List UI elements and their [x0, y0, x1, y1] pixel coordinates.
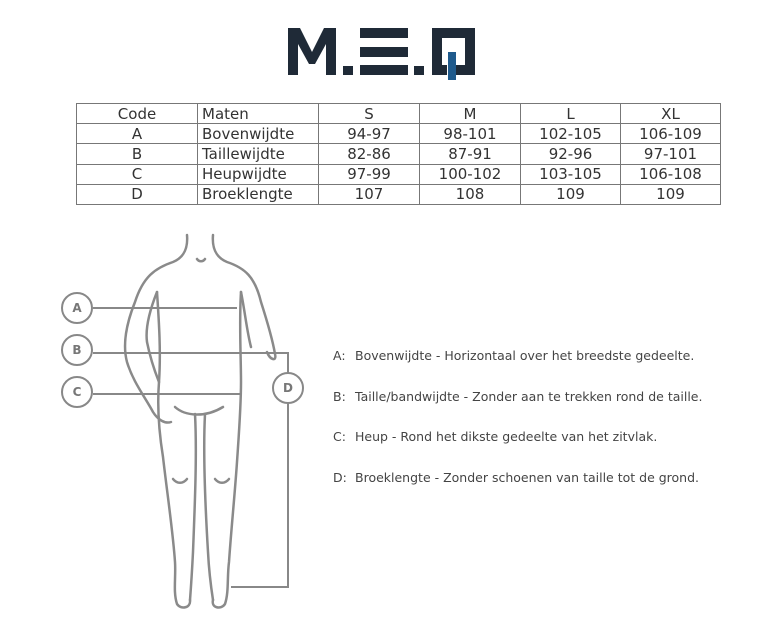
measure-cell: Taillewijdte [198, 144, 319, 164]
legend-letter: C: [333, 429, 346, 444]
code-cell: C [77, 164, 198, 184]
size-table [76, 103, 721, 205]
value-cell: 97-101 [621, 144, 721, 164]
marker-d-label: D [283, 381, 293, 395]
marker-d [273, 373, 303, 403]
value-cell: 102-105 [521, 124, 621, 144]
legend-letter: B: [333, 388, 346, 404]
legend-letter: A: [333, 348, 346, 363]
header-l: L [521, 104, 621, 124]
header-maten: Maten [198, 104, 319, 124]
code-cell: A [77, 124, 198, 144]
value-cell: 107 [319, 184, 420, 204]
code-cell: D [77, 184, 198, 204]
header-xl: XL [621, 104, 721, 124]
value-cell: 82-86 [319, 144, 420, 164]
value-cell: 100-102 [420, 164, 521, 184]
marker-b [62, 335, 92, 365]
marker-a-label: A [72, 301, 82, 315]
measure-cell: Broeklengte [198, 184, 319, 204]
value-cell: 97-99 [319, 164, 420, 184]
measurement-legend [333, 343, 753, 505]
value-cell: 103-105 [521, 164, 621, 184]
value-cell: 92-96 [521, 144, 621, 164]
header-code: Code [77, 104, 198, 124]
marker-c-label: C [72, 385, 82, 399]
value-cell: 87-91 [420, 144, 521, 164]
legend-item-b [333, 384, 753, 425]
value-cell: 98-101 [420, 124, 521, 144]
marker-c [62, 377, 92, 407]
value-cell: 108 [420, 184, 521, 204]
table-row [77, 164, 721, 184]
header-m: M [420, 104, 521, 124]
value-cell: 106-108 [621, 164, 721, 184]
value-cell: 106-109 [621, 124, 721, 144]
legend-text: Heup - Rond het dikste gedeelte van het zitvlak. [355, 429, 658, 444]
marker-b-label: B [72, 343, 82, 357]
legend-text: Broeklengte - Zonder schoenen van taille tot de grond. [355, 469, 700, 485]
measure-cell: Heupwijdte [198, 164, 319, 184]
table-row [77, 184, 721, 204]
legend-item-a [333, 343, 753, 384]
legend-text: Taille/bandwijdte - Zonder aan te trekken rond de taille. [355, 388, 703, 404]
legend-text: Bovenwijdte - Horizontaal over het breedste gedeelte. [355, 348, 695, 363]
value-cell: 109 [521, 184, 621, 204]
body-measurement-figure [55, 232, 315, 617]
legend-item-d [333, 465, 753, 506]
body-outline-right [213, 235, 276, 359]
value-cell: 109 [621, 184, 721, 204]
marker-a [62, 293, 92, 323]
code-cell: B [77, 144, 198, 164]
meq-logo [285, 22, 480, 82]
legend-item-c [333, 424, 753, 465]
table-header-row [77, 104, 721, 124]
table-row [77, 124, 721, 144]
header-s: S [319, 104, 420, 124]
table-row [77, 144, 721, 164]
measure-cell: Bovenwijdte [198, 124, 319, 144]
value-cell: 94-97 [319, 124, 420, 144]
legend-letter: D: [333, 469, 347, 485]
